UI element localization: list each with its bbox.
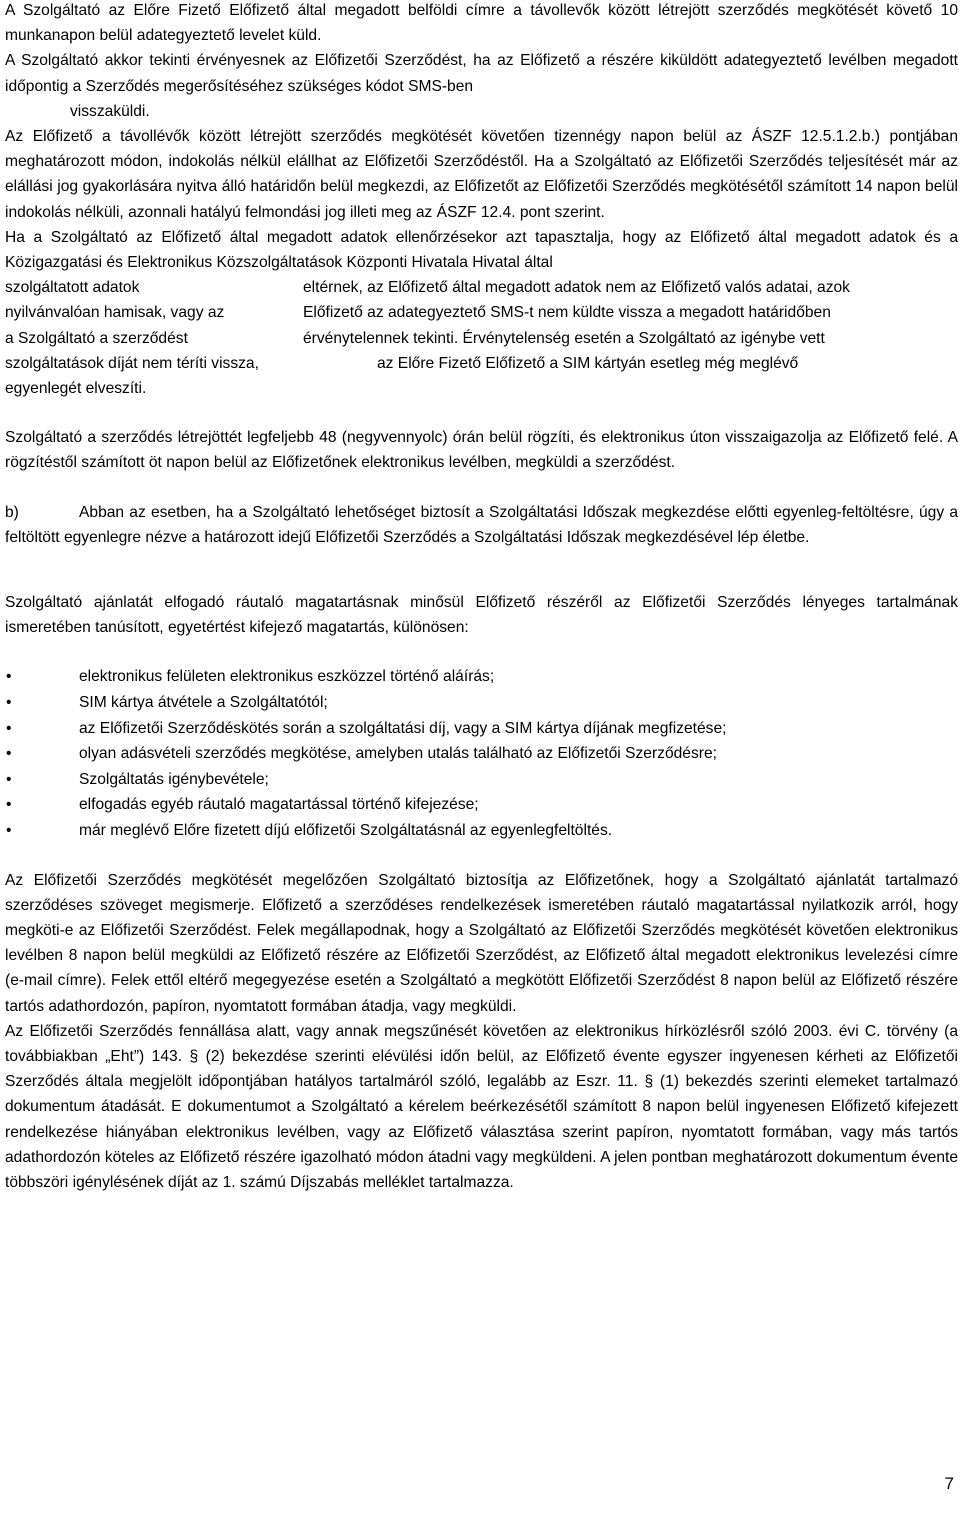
data-check-right-1: eltérnek, az Előfizető által megadott adatok nem az Előfizető valós adatai, azok: [303, 279, 850, 297]
data-check-right-3: érvénytelennek tekinti. Érvénytelenség esetén a Szolgáltató az igénybe vett: [303, 329, 825, 347]
bullet-icon: •: [6, 796, 12, 814]
bullet-icon: •: [6, 770, 12, 788]
paragraph-b: [5, 500, 958, 550]
paragraph-confirmation: Szolgáltató a szerződés létrejöttét legfeljebb 48 (negyvennyolc) órán belül rögzíti, és elektronikus úton visszaigazolja az Előfizető felé. A rögzítéstől számított öt napon belül az Előfizetőnek elektronikus levélben, megküldi a szerződést.: [5, 429, 958, 472]
bullet-icon: •: [6, 719, 12, 737]
paragraph-data-check-end: egyenlegét elveszíti.: [5, 380, 147, 398]
bullet-icon: •: [6, 694, 12, 712]
acceptance-list: [5, 664, 958, 843]
list-item-text: elektronikus felületen elektronikus eszközzel történő aláírás;: [79, 668, 495, 686]
list-item-text: az Előfizetői Szerződéskötés során a szolgáltatási díj, vagy a SIM kártya díjának megfizetése;: [79, 719, 727, 737]
list-item: [5, 767, 958, 793]
list-item: [5, 818, 958, 844]
data-check-left-2: nyilvánvalóan hamisak, vagy az: [5, 304, 225, 322]
paragraph-delivery-notice: A Szolgáltató az Előre Fizető Előfizető által megadott belföldi címre a távollevők között létrejött szerződés megkötését követő 10 munkanapon belül adategyeztető levelet küld.: [5, 2, 958, 45]
data-check-row-4: [5, 351, 958, 376]
data-check-right-4: az Előre Fizető Előfizető a SIM kártyán esetleg még meglévő: [377, 354, 799, 372]
paragraph-document-request: Az Előfizetői Szerződés fennállása alatt, vagy annak megszűnését követően az elektronikus hírközlésről szóló 2003. évi C. törvény (a továbbiakban „Eht”) 143. § (2) bekezdése szerinti elévülési időn belül, az Előfizető évente egyszer ingyenesen kérheti az Előfizetői Szerződés általa megjelölt időpontjában hatályos tartalmáról szóló, legalább az Eszr. 11. § (1) bekezdés szerinti elemeket tartalmazó dokumentum átadását. E dokumentumot a Szolgáltató a kérelem beérkezésétől számított 8 napon belül ingyenesen Előfizető kifejezett rendelkezése hiányában elektronikus levélben, vagy az Előfizető választása szerint papíron, nyomtatott formában, vagy más tartós adathordozón köteles az Előfizető részére igazolható módon átadni vagy megküldeni. A jelen pontban meghatározott dokumentum évente többszöri igénylésének díját az 1. számú Díjszabás melléklet tartalmazza.: [5, 1022, 958, 1192]
list-item-text: Szolgáltatás igénybevétele;: [79, 770, 269, 788]
list-item: [5, 792, 958, 818]
bullet-icon: •: [6, 745, 12, 763]
list-item: [5, 716, 958, 742]
item-text-b: b) Abban az esetben, ha a Szolgáltató lehetőséget biztosít a Szolgáltatási Időszak megkezdése előtti egyenleg-feltöltésre, úgy a feltöltött egyenlegre nézve a határozott idejű Előfizetői Szerződés a Szolgáltatási Időszak megkezdésével lép életbe.: [5, 500, 958, 550]
paragraph-data-check: Ha a Szolgáltató az Előfizető által megadott adatok ellenőrzésekor azt tapasztalja, hogy az Előfizető által megadott adatok és a Közigazgatási és Elektronikus Közszolgáltatások Központi Hivatala Hivatal által: [5, 228, 958, 272]
data-check-row-1: [5, 275, 958, 300]
data-check-row-3: [5, 326, 958, 351]
bullet-icon: •: [6, 822, 12, 840]
data-check-right-2: Előfizető az adategyeztető SMS-t nem küldte vissza a megadott határidőben: [303, 304, 831, 322]
list-item-text: olyan adásvételi szerződés megkötése, amelyben utalás található az Előfizetői Szerződésre;: [79, 745, 717, 763]
paragraph-withdrawal: Az Előfizető a távollévők között létrejött szerződés megkötését követően tizennégy napon belül az ÁSZF 12.5.1.2.b.) pontjában meghatározott módon, indokolás nélkül elállhat az Előfizetői Szerződéstől. Ha a Szolgáltató az Előfizetői Szerződés teljesítését már az elállási jog gyakorlására nyitva álló határidőn belül megkezdi, az Előfizetőt az Előfizetői Szerződés megkötésétől számított 14 napon belül indokolás nélküli, azonnali hatályú felmondási jog illeti meg az ÁSZF 12.4. pont szerint.: [5, 128, 958, 221]
paragraph-contract-text: Az Előfizetői Szerződés megkötését megelőzően Szolgáltató biztosítja az Előfizetőnek, hogy a Szolgáltató ajánlatát tartalmazó szerződéses szöveget megismerje. Előfizető a szerződéses rendelkezések ismeretében ráutaló magatartással nyilatkozik arról, hogy megköti-e az Előfizetői Szerződést. Felek megállapodnak, hogy a Szolgáltató az Előfizetői Szerződés megkötését követően elektronikus levélben 8 napon belül megküldi az Előfizető részére az Előfizetői Szerződést, az Előfizető által megadott elektronikus levelezési címre (e-mail címre). Felek ettől eltérő megegyezése esetén a Szolgáltató a megkötött Előfizetői Szerződést 8 napon belül az Előfizető részére tartós adathordozón, papíron, nyomtatott formában átadja, vagy megküldi.: [5, 871, 958, 1015]
page-number: 7: [944, 1474, 954, 1493]
list-item-text: már meglévő Előre fizetett díjú előfizetői Szolgáltatásnál az egyenlegfeltöltés.: [79, 822, 613, 840]
data-check-left-3: a Szolgáltató a szerződést: [5, 329, 188, 347]
data-check-left-1: szolgáltatott adatok: [5, 279, 140, 297]
item-marker-b: b): [5, 503, 19, 521]
list-item-text: elfogadás egyéb ráutaló magatartással történő kifejezése;: [79, 796, 479, 814]
bullet-icon: •: [6, 668, 12, 686]
paragraph-acceptance: Szolgáltató ajánlatát elfogadó ráutaló magatartásnak minősül Előfizető részéről az Előfizetői Szerződés lényeges tartalmának ismeretében tanúsított, egyetértést kifejező magatartás, különösen:: [5, 594, 958, 637]
data-check-row-2: [5, 300, 958, 325]
list-item: [5, 690, 958, 716]
list-item: [5, 664, 958, 690]
data-check-left-4: szolgáltatások díját nem téríti vissza,: [5, 354, 259, 372]
list-item-text: SIM kártya átvétele a Szolgáltatótól;: [79, 694, 328, 712]
paragraph-validity-end: visszaküldi.: [70, 102, 150, 120]
document-page: [5, 0, 958, 1195]
paragraph-validity: A Szolgáltató akkor tekinti érvényesnek az Előfizetői Szerződést, ha az Előfizető a részére kiküldött adategyeztető levélben megadott időpontig a Szerződés megerősítéséhez szükséges kódot SMS-ben: [5, 52, 958, 95]
list-item: [5, 741, 958, 767]
